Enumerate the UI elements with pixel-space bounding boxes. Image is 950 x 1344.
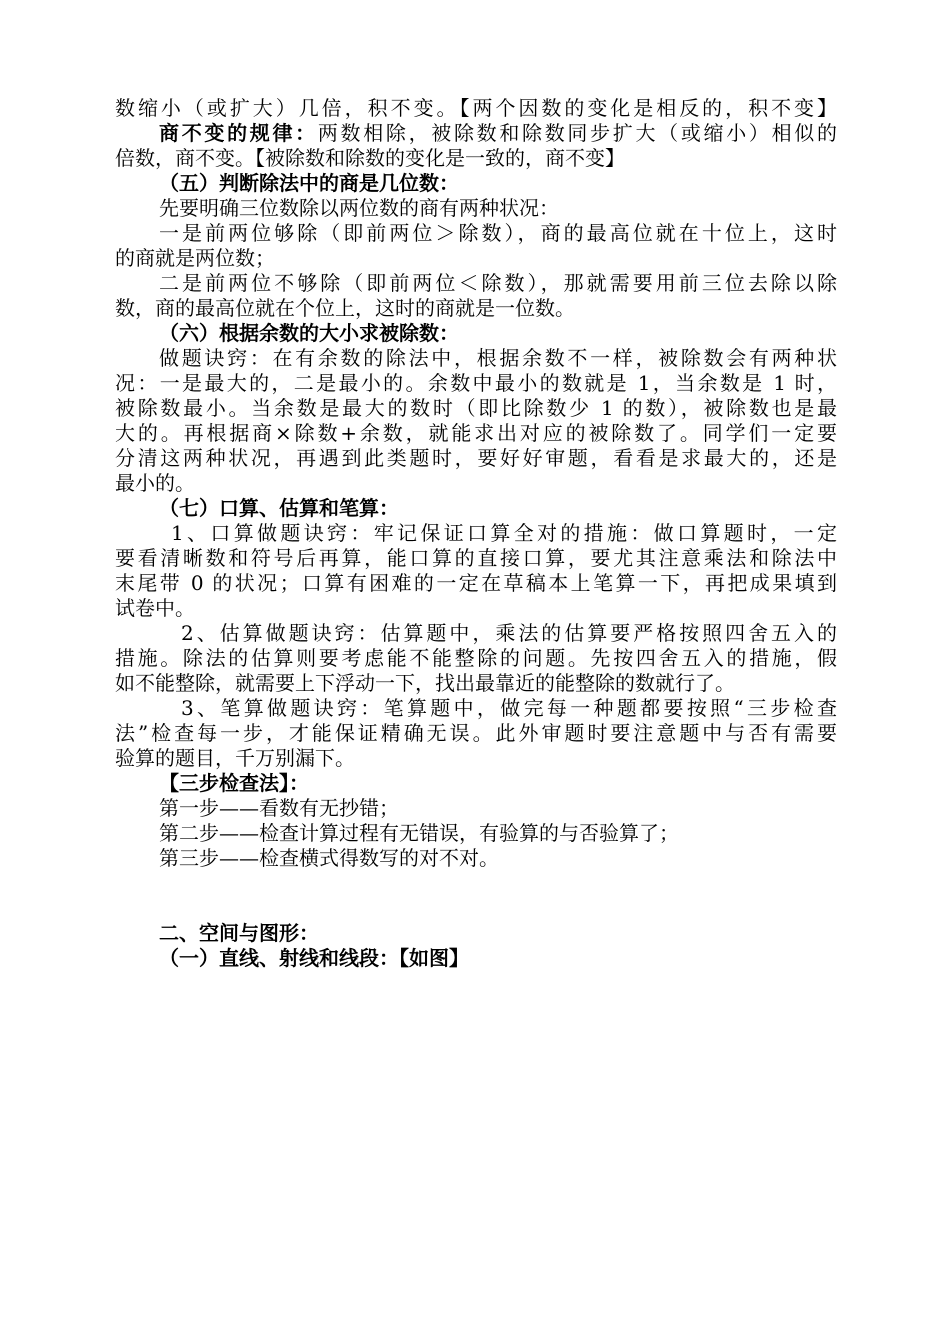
paragraph-line: 做题诀窍：在有余数的除法中，根据余数不一样，被除数会有两种状 [159, 346, 837, 370]
paragraph-line: 如不能整除，就需要上下浮动一下，找出最靠近的能整除的数就行了。 [115, 671, 735, 695]
rule-heading: 商不变的规律： [159, 121, 318, 145]
section-heading-7: （七）口算、估算和笔算： [159, 496, 399, 520]
list-item: 第三步——检查横式得数写的对不对。 [159, 846, 499, 870]
paragraph-line: 验算的题目，千万别漏下。 [115, 746, 355, 770]
paragraph-line: 况：一是最大的，二是最小的。余数中最小的数就是 1，当余数是 1 时， [115, 371, 837, 395]
section-heading-5: （五）判断除法中的商是几位数： [159, 171, 459, 195]
paragraph-line: 数，商的最高位就在个位上，这时的商就是一位数。 [115, 296, 575, 320]
product-quotient-rule-line [115, 121, 837, 146]
paragraph-line: 倍数，商不变。【被除数和除数的变化是一致的，商不变】 [115, 146, 625, 170]
paragraph-text: 两数相除，被除数和除数同步扩大（或缩小）相似的 [317, 121, 837, 145]
paragraph-line: 要看清晰数和符号后再算，能口算的直接口算，要尤其注意乘法和除法中 [115, 546, 837, 570]
paragraph-line: 二是前两位不够除（即前两位＜除数），那就需要用前三位去除以除 [159, 271, 837, 295]
paragraph-line: 一是前两位够除（即前两位＞除数），商的最高位就在十位上，这时 [159, 221, 837, 245]
paragraph-line: 被除数最小。当余数是最大的数时（即比除数少 1 的数），被除数也是最 [115, 396, 837, 420]
paragraph-line: 法”检查每一步，才能保证精确无误。此外审题时要注意题中与否有需要 [115, 721, 837, 745]
paragraph-line: 分清这两种状况，再遇到此类题时，要好好审题，看看是求最大的，还是 [115, 446, 837, 470]
paragraph-line: 1、口算做题诀窍：牢记保证口算全对的措施：做口算题时，一定 [171, 521, 837, 545]
three-step-check-heading: 【三步检查法】： [159, 771, 309, 795]
section-heading-6: （六）根据余数的大小求被除数： [159, 321, 459, 345]
paragraph-line: 3、笔算做题诀窍：笔算题中，做完每一种题都要按照“三步检查 [181, 696, 837, 720]
paragraph-line: 先要明确三位数除以两位数的商有两种状况： [159, 196, 559, 220]
paragraph-line: 最小的。 [115, 471, 195, 495]
blank-space [115, 871, 837, 921]
paragraph-line: 措施。除法的估算则要考虑能不能整除的问题。先按四舍五入的措施，假 [115, 646, 837, 670]
list-item: 第一步——看数有无抄错； [159, 796, 399, 820]
chapter-heading-geometry: 二、空间与图形： [159, 921, 319, 945]
paragraph-line: 末尾带 0 的状况；口算有困难的一定在草稿本上笔算一下，再把成果填到 [115, 571, 837, 595]
paragraph-line: 2、估算做题诀窍：估算题中，乘法的估算要严格按照四舍五入的 [181, 621, 837, 645]
paragraph-line: 试卷中。 [115, 596, 195, 620]
paragraph-line: 数缩小（或扩大）几倍，积不变。【两个因数的变化是相反的，积不变】 [115, 96, 837, 120]
section-heading-lines: （一）直线、射线和线段：【如图】 [159, 946, 469, 970]
document-body [115, 96, 837, 971]
paragraph-line: 的商就是两位数； [115, 246, 275, 270]
list-item: 第二步——检查计算过程有无错误，有验算的与否验算了； [159, 821, 679, 845]
paragraph-line: 大的。再根据商×除数+余数，就能求出对应的被除数了。同学们一定要 [115, 421, 837, 445]
